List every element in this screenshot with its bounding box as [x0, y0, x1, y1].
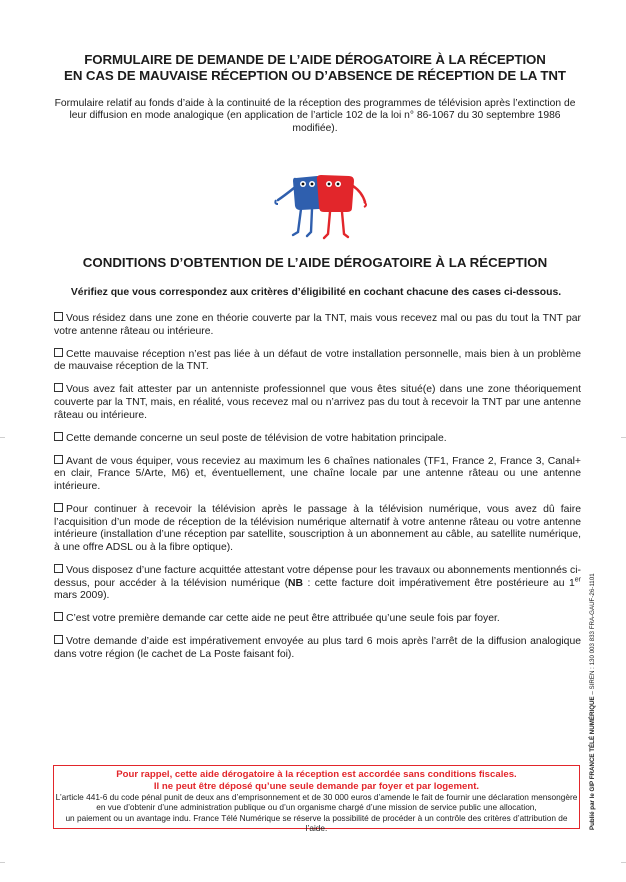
- blue-mascot-icon: [275, 176, 322, 236]
- notice-legal-line-1: L’article 441-6 du code pénal punit de deux ans d’emprisonnement et de 30 000 euros d’amende le fait de fournir une déclaration mensongère: [55, 792, 578, 803]
- criterion-text: Avant de vous équiper, vous receviez au maximum les 6 chaînes nationales (TF1, France 2, France 3, Canal+ en clair, France 5/Arte, M6) et, éventuellement, une chaîne locale par une antenne râteau ou une antenne intérieure.: [54, 455, 581, 492]
- criterion-checkbox[interactable]: [54, 503, 63, 512]
- crop-mark: [621, 862, 626, 863]
- notice-red-line-2: Il ne peut être déposé qu’une seule demande par foyer et par logement.: [153, 780, 480, 792]
- criterion-checkbox[interactable]: [54, 383, 63, 392]
- crop-mark: [621, 437, 626, 438]
- criterion-checkbox[interactable]: [54, 312, 63, 321]
- criterion-checkbox[interactable]: [54, 635, 63, 644]
- criterion-item: [54, 383, 581, 422]
- publisher-reference: – SIREN : 130 003 833 FRA-GAUF-26-1101: [589, 573, 596, 697]
- criterion-item: [54, 348, 581, 374]
- criteria-list: [54, 312, 581, 671]
- criterion-text-part: : cette facture doit impérativement être postérieure au 1: [303, 577, 575, 589]
- publisher-name: Publié par le GIP FRANCE TÉLÉ NUMÉRIQUE: [589, 696, 596, 830]
- criterion-item: [54, 503, 581, 554]
- criterion-item: [54, 612, 581, 626]
- criterion-text: Cette demande concerne un seul poste de télévision de votre habitation principale.: [66, 432, 447, 444]
- crop-mark: [0, 862, 5, 863]
- criterion-text: Vous avez fait attester par un antenniste professionnel que vous êtes situé(e) dans une zone théoriquement couverte par la TNT, mais, en réalité, vous recevez mal ou n’arrivez pas du tout à recevoir la TNT par une antenne râteau ou intérieure.: [54, 384, 581, 421]
- tnt-mascots-illustration: [266, 172, 378, 242]
- red-mascot-icon: [317, 175, 366, 238]
- form-title: [40, 52, 590, 84]
- crop-mark: [0, 437, 5, 438]
- form-title-line-2: EN CAS DE MAUVAISE RÉCEPTION OU D’ABSENCE DE RÉCEPTION DE LA TNT: [64, 68, 566, 83]
- criterion-item: [54, 432, 581, 446]
- criterion-text: Pour continuer à recevoir la télévision après le passage à la télévision numérique, vous avez dû faire l’acquisition d’un mode de réception de la télévision numérique alternatif à votre antenne râteau ou votre antenne intérieure (installation d’une réception par satellite, souscription à un abonnement au câble, au satellite numérique, à une offre ADSL ou à la fibre optique).: [54, 504, 581, 553]
- criterion-checkbox[interactable]: [54, 612, 63, 621]
- conditions-title: CONDITIONS D’OBTENTION DE L’AIDE DÉROGATOIRE À LA RÉCEPTION: [82, 255, 548, 270]
- criterion-nb-label: NB: [288, 577, 304, 589]
- fiscal-notice-box: [53, 765, 580, 833]
- notice-red-line-1: Pour rappel, cette aide dérogatoire à la réception est accordée sans conditions fiscales.: [116, 769, 517, 780]
- notice-legal-line-3: un paiement ou un avantage indu. France Télé Numérique se réserve la possibilité de procéder à un contrôle des critères d’attribution de l’aide.: [65, 812, 568, 833]
- criterion-text: C’est votre première demande car cette aide ne peut être attribuée qu’une seule fois par foyer.: [66, 613, 500, 625]
- criterion-text: Votre demande d’aide est impérativement envoyée au plus tard 6 mois après l’arrêt de la diffusion analogique dans votre région (le cachet de La Poste faisant foi).: [54, 636, 581, 660]
- criterion-checkbox[interactable]: [54, 564, 63, 573]
- conditions-lead: Vérifiez que vous correspondez aux critères d’éligibilité en cochant chacune des cases ci-dessous.: [70, 287, 562, 298]
- criterion-checkbox[interactable]: [54, 432, 63, 441]
- criterion-item: [54, 635, 581, 661]
- criterion-checkbox[interactable]: [54, 455, 63, 464]
- criterion-checkbox[interactable]: [54, 348, 63, 357]
- criterion-item: [54, 455, 581, 494]
- notice-legal-line-2: en vue d’obtenir d’une administration publique ou d’un organisme chargé d’une mission de service public une allocation,: [96, 802, 537, 813]
- criterion-text: Cette mauvaise réception n’est pas liée à un défaut de votre installation personnelle, mais bien à un problème de mauvaise réception de la TNT.: [54, 348, 581, 373]
- criterion-text: Vous résidez dans une zone en théorie couverte par la TNT, mais vous recevez mal ou pas du tout la TNT par votre antenne râteau ou intérieure.: [54, 313, 581, 337]
- criterion-text-part: Vous disposez d’une facture acquittée attestant votre dépense pour les travaux ou abonnements mentionnés ci-dessus, pour accéder à la télévision numérique (: [54, 564, 581, 589]
- criterion-item: [54, 312, 581, 338]
- publisher-sidebar: [586, 470, 600, 830]
- criterion-superscript: er: [574, 576, 581, 584]
- form-title-line-1: FORMULAIRE DE DEMANDE DE L’AIDE DÉROGATOIRE À LA RÉCEPTION: [84, 52, 546, 67]
- criterion-text-part: mars 2009).: [54, 590, 110, 602]
- criterion-item: [54, 564, 581, 603]
- form-intro: Formulaire relatif au fonds d’aide à la continuité de la réception des programmes de télévision après l’extinction de leur diffusion en mode analogique (en application de l’article 102 de la loi n° 86-1067 du 30 septembre 1986 modifiée).: [54, 98, 576, 134]
